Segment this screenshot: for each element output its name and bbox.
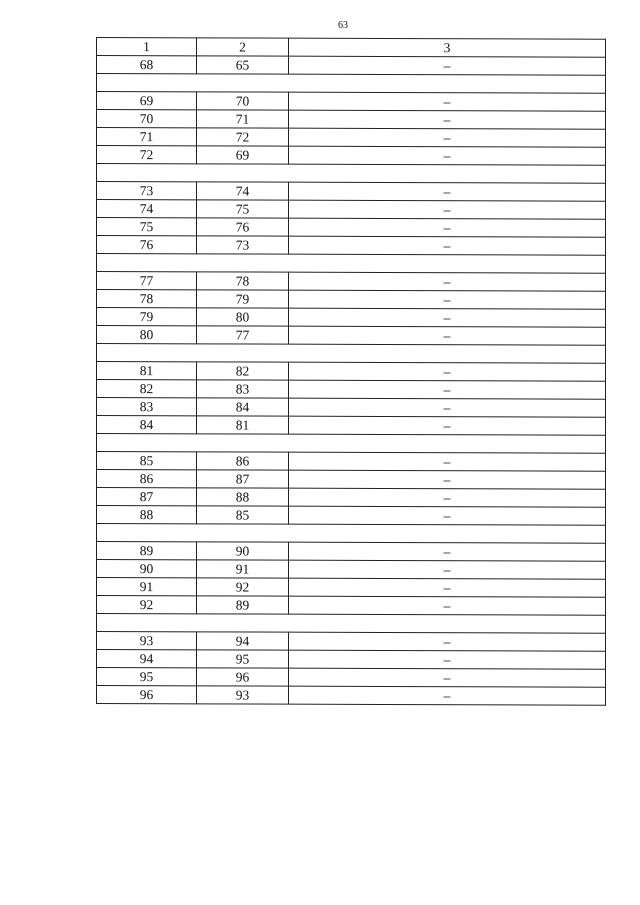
table-cell-col-2: 91	[197, 560, 289, 578]
table-cell-col-1: 84	[97, 416, 197, 434]
table-cell-col-2: 75	[197, 200, 289, 218]
header-cell-1: 1	[97, 38, 197, 56]
table-cell-col-1: 87	[97, 488, 197, 506]
table-cell-col-3: –	[289, 200, 606, 219]
table-cell-col-2: 84	[197, 398, 289, 416]
table-cell-col-3: –	[289, 542, 606, 561]
table-cell-col-3: –	[289, 578, 606, 597]
table-row	[97, 596, 606, 616]
separator-row	[97, 524, 606, 544]
table-row	[97, 56, 606, 76]
table-cell-col-2: 79	[197, 290, 289, 308]
table-cell-col-2: 96	[197, 668, 289, 686]
table-cell-col-3: –	[289, 362, 606, 381]
table-cell-col-1: 82	[97, 380, 197, 398]
table-cell-col-1: 86	[97, 470, 197, 488]
table-cell-col-2: 70	[197, 92, 289, 110]
table-row	[97, 182, 606, 202]
table-cell-col-2: 90	[197, 542, 289, 560]
table-cell-col-2: 71	[197, 110, 289, 128]
table-cell-col-2: 94	[197, 632, 289, 650]
table-cell-col-1: 92	[97, 596, 197, 614]
table-cell-col-2: 88	[197, 488, 289, 506]
separator-row	[97, 74, 606, 94]
table-cell-col-2: 78	[197, 272, 289, 290]
table-cell-col-1: 85	[97, 452, 197, 470]
table-row	[97, 380, 606, 400]
table-cell-col-3: –	[289, 272, 606, 291]
table-cell-col-2: 69	[197, 146, 289, 164]
table-cell-col-2: 80	[197, 308, 289, 326]
table-cell-col-2: 81	[197, 416, 289, 434]
table-cell-col-1: 76	[97, 236, 197, 254]
table-row	[97, 488, 606, 508]
table-cell-col-3: –	[289, 488, 606, 507]
table-cell-col-2: 77	[197, 326, 289, 344]
table-cell-col-3: –	[289, 668, 606, 687]
table-cell-col-2: 92	[197, 578, 289, 596]
table-row	[97, 146, 606, 166]
separator-cell	[97, 74, 606, 94]
page-number: 63	[338, 20, 348, 31]
table-cell-col-3: –	[289, 686, 606, 705]
table-cell-col-1: 93	[97, 632, 197, 650]
table-cell-col-2: 73	[197, 236, 289, 254]
table-cell-col-1: 72	[97, 146, 197, 164]
table-row	[97, 560, 606, 580]
table-cell-col-1: 73	[97, 182, 197, 200]
table-cell-col-3: –	[289, 146, 606, 165]
table-row	[97, 308, 606, 328]
table-cell-col-3: –	[289, 92, 606, 111]
table-cell-col-3: –	[289, 218, 606, 237]
table-cell-col-3: –	[289, 236, 606, 255]
table-cell-col-2: 85	[197, 506, 289, 524]
separator-cell	[97, 164, 606, 184]
table-row	[97, 272, 606, 292]
separator-row	[97, 434, 606, 454]
separator-row	[97, 254, 606, 274]
table-cell-col-3: –	[289, 326, 606, 345]
table-cell-col-3: –	[289, 452, 606, 471]
table-row	[97, 362, 606, 382]
header-cell-2: 2	[197, 38, 289, 56]
header-cell-3: 3	[289, 38, 606, 57]
table-row	[97, 668, 606, 688]
table-cell-col-1: 78	[97, 290, 197, 308]
table-cell-col-3: –	[289, 506, 606, 525]
table-cell-col-3: –	[289, 560, 606, 579]
table-cell-col-1: 75	[97, 218, 197, 236]
table-cell-col-2: 86	[197, 452, 289, 470]
table-cell-col-3: –	[289, 650, 606, 669]
separator-row	[97, 614, 606, 634]
table-row	[97, 650, 606, 670]
table-cell-col-2: 95	[197, 650, 289, 668]
table-cell-col-1: 69	[97, 92, 197, 110]
table-cell-col-1: 83	[97, 398, 197, 416]
data-table	[96, 37, 606, 706]
table-cell-col-3: –	[289, 110, 606, 129]
table-cell-col-2: 74	[197, 182, 289, 200]
table-cell-col-3: –	[289, 470, 606, 489]
table-cell-col-2: 93	[197, 686, 289, 704]
header-row	[97, 38, 606, 58]
table-cell-col-3: –	[289, 380, 606, 399]
table-cell-col-3: –	[289, 596, 606, 615]
table-cell-col-3: –	[289, 290, 606, 309]
table-cell-col-3: –	[289, 308, 606, 327]
table-cell-col-1: 79	[97, 308, 197, 326]
table-cell-col-2: 76	[197, 218, 289, 236]
table-cell-col-2: 89	[197, 596, 289, 614]
table-row	[97, 632, 606, 652]
table-cell-col-1: 81	[97, 362, 197, 380]
table-row	[97, 542, 606, 562]
table-row	[97, 110, 606, 130]
table-cell-col-1: 94	[97, 650, 197, 668]
table-row	[97, 326, 606, 346]
table-row	[97, 92, 606, 112]
table-row	[97, 218, 606, 238]
table-cell-col-1: 80	[97, 326, 197, 344]
table-row	[97, 686, 606, 706]
separator-cell	[97, 614, 606, 634]
table-cell-col-3: –	[289, 56, 606, 75]
table-cell-col-1: 95	[97, 668, 197, 686]
table-cell-col-2: 72	[197, 128, 289, 146]
separator-row	[97, 344, 606, 364]
table-cell-col-1: 88	[97, 506, 197, 524]
table-row	[97, 236, 606, 256]
table-cell-col-1: 71	[97, 128, 197, 146]
table-cell-col-3: –	[289, 182, 606, 201]
table-row	[97, 578, 606, 598]
separator-cell	[97, 524, 606, 544]
separator-cell	[97, 434, 606, 454]
table-row	[97, 128, 606, 148]
table-cell-col-3: –	[289, 632, 606, 651]
table-cell-col-1: 89	[97, 542, 197, 560]
table-cell-col-1: 77	[97, 272, 197, 290]
table-cell-col-1: 68	[97, 56, 197, 74]
table-cell-col-1: 96	[97, 686, 197, 704]
table-cell-col-1: 91	[97, 578, 197, 596]
table-row	[97, 470, 606, 490]
table-cell-col-2: 65	[197, 56, 289, 74]
table-cell-col-2: 87	[197, 470, 289, 488]
table-row	[97, 416, 606, 436]
table-cell-col-1: 90	[97, 560, 197, 578]
table-row	[97, 290, 606, 310]
table-row	[97, 200, 606, 220]
table-cell-col-3: –	[289, 128, 606, 147]
table-cell-col-2: 82	[197, 362, 289, 380]
table-row	[97, 398, 606, 418]
table-row	[97, 452, 606, 472]
table-cell-col-2: 83	[197, 380, 289, 398]
table-body	[97, 38, 606, 706]
table-cell-col-3: –	[289, 416, 606, 435]
table-cell-col-3: –	[289, 398, 606, 417]
separator-row	[97, 164, 606, 184]
separator-cell	[97, 254, 606, 274]
table-row	[97, 506, 606, 526]
separator-cell	[97, 344, 606, 364]
table-cell-col-1: 74	[97, 200, 197, 218]
table-cell-col-1: 70	[97, 110, 197, 128]
